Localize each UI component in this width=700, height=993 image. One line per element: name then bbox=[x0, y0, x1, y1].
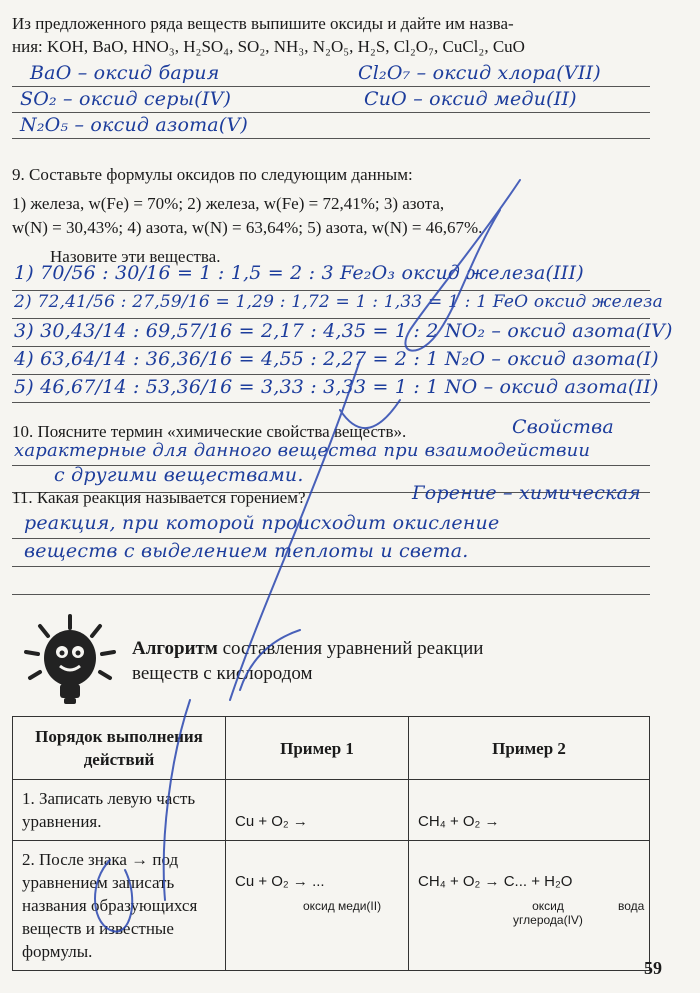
task11-answer-1: Горение – химическая bbox=[412, 482, 641, 504]
ruled-line bbox=[12, 86, 650, 87]
ruled-line bbox=[12, 318, 650, 319]
header-example-2: Пример 2 bbox=[409, 717, 650, 780]
algorithm-title-line2: веществ с кислородом bbox=[132, 663, 313, 684]
task8-answer-1: BaO – оксид бария bbox=[30, 62, 220, 84]
task11-answer-2: реакция, при которой происходит окисление bbox=[24, 512, 500, 534]
task9-line3: w(N) = 30,43%; 4) азота, w(N) = 63,64%; 5) азота, w(N) = 46,67%. bbox=[12, 218, 483, 237]
example-2-label-oxide: оксид углерода(IV) bbox=[513, 899, 583, 927]
example-2-step-1: CH₄ + O₂ → bbox=[418, 813, 500, 830]
task10-answer-3: с другими веществами. bbox=[54, 464, 304, 486]
header-steps: Порядок выполнения действий bbox=[13, 717, 226, 780]
algorithm-table bbox=[12, 716, 650, 971]
task9-answer-1: 1) 70/56 : 30/16 = 1 : 1,5 = 2 : 3 Fe₂O₃ оксид железа(III) bbox=[14, 262, 584, 284]
algorithm-title-rest: составления уравнений реакции bbox=[217, 638, 484, 659]
header-example-1: Пример 1 bbox=[226, 717, 409, 780]
task8-answer-4: Cl₂O₇ – оксид хлора(VII) bbox=[358, 62, 601, 84]
example-2-step-2: CH₄ + O₂ → C... + H₂O bbox=[418, 873, 573, 890]
task9-line2: 1) железа, w(Fe) = 70%; 2) железа, w(Fe) = 72,41%; 3) азота, bbox=[12, 194, 445, 213]
ruled-line bbox=[12, 594, 650, 595]
task9-answer-4: 4) 63,64/14 : 36,36/16 = 4,55 : 2,27 = 2 : 1 N₂O – оксид азота(I) bbox=[14, 348, 659, 370]
ruled-line bbox=[12, 346, 650, 347]
step-2-text: 2. После знака → под уравнением записать названия образующихся веществ и известные формулы. bbox=[22, 850, 198, 961]
task8-text-line2: ния: KOH, BaO, HNO₃, H₂SO₄, SO₂, NH₃, N₂O₅, H₂S, Cl₂O₇, CuCl₂, CuO bbox=[12, 37, 525, 56]
task9-answer-3: 3) 30,43/14 : 69,57/16 = 2,17 : 4,35 = 1 : 2 NO₂ – оксид азота(IV) bbox=[14, 320, 673, 342]
task9-answer-2: 2) 72,41/56 : 27,59/16 = 1,29 : 1,72 = 1 : 1,33 = 1 : 1 FeO оксид железа bbox=[14, 292, 663, 312]
table-header-row bbox=[13, 717, 650, 780]
ruled-line bbox=[12, 290, 650, 291]
task8-text-line1: Из предложенного ряда веществ выпишите оксиды и дайте им назва- bbox=[12, 14, 514, 33]
algorithm-title bbox=[132, 636, 552, 686]
task11-answer-3: веществ с выделением теплоты и света. bbox=[24, 540, 469, 562]
ruled-line bbox=[12, 138, 650, 139]
ruled-line bbox=[12, 566, 650, 567]
task8-answer-3: N₂O₅ – оксид азота(V) bbox=[20, 114, 248, 136]
example-2-label-water: вода bbox=[618, 899, 645, 913]
task10-question: 10. Поясните термин «химические свойства веществ». bbox=[12, 422, 407, 441]
task10-answer-2: характерные для данного вещества при взаимодействии bbox=[14, 440, 591, 461]
ruled-line bbox=[12, 538, 650, 539]
table-row bbox=[13, 841, 650, 971]
algorithm-title-bold: Алгоритм bbox=[132, 638, 218, 659]
example-1-step-1: Cu + O₂ → bbox=[235, 813, 308, 830]
task9-line1: 9. Составьте формулы оксидов по следующим данным: bbox=[12, 165, 413, 184]
ruled-line bbox=[12, 374, 650, 375]
task11-question: 11. Какая реакция называется горением? bbox=[12, 488, 306, 507]
task9-answer-5: 5) 46,67/14 : 53,36/16 = 3,33 : 3,33 = 1 : 1 NO – оксид азота(II) bbox=[14, 376, 659, 398]
ruled-line bbox=[12, 402, 650, 403]
ruled-line bbox=[12, 112, 650, 113]
example-1-label: оксид меди(II) bbox=[302, 899, 382, 913]
page-number: 59 bbox=[644, 958, 662, 978]
task8-answer-5: CuO – оксид меди(II) bbox=[364, 88, 577, 110]
table-row bbox=[13, 780, 650, 841]
task10-answer-1: Свойства bbox=[512, 416, 614, 438]
lightbulb-mascot-icon bbox=[20, 612, 120, 717]
task8-answer-2: SO₂ – оксид серы(IV) bbox=[20, 88, 232, 110]
task9-line4: Назовите эти вещества. bbox=[50, 247, 221, 266]
example-1-step-2: Cu + O₂ → ... bbox=[235, 873, 325, 890]
step-1-text: 1. Записать левую часть уравнения. bbox=[22, 789, 196, 831]
